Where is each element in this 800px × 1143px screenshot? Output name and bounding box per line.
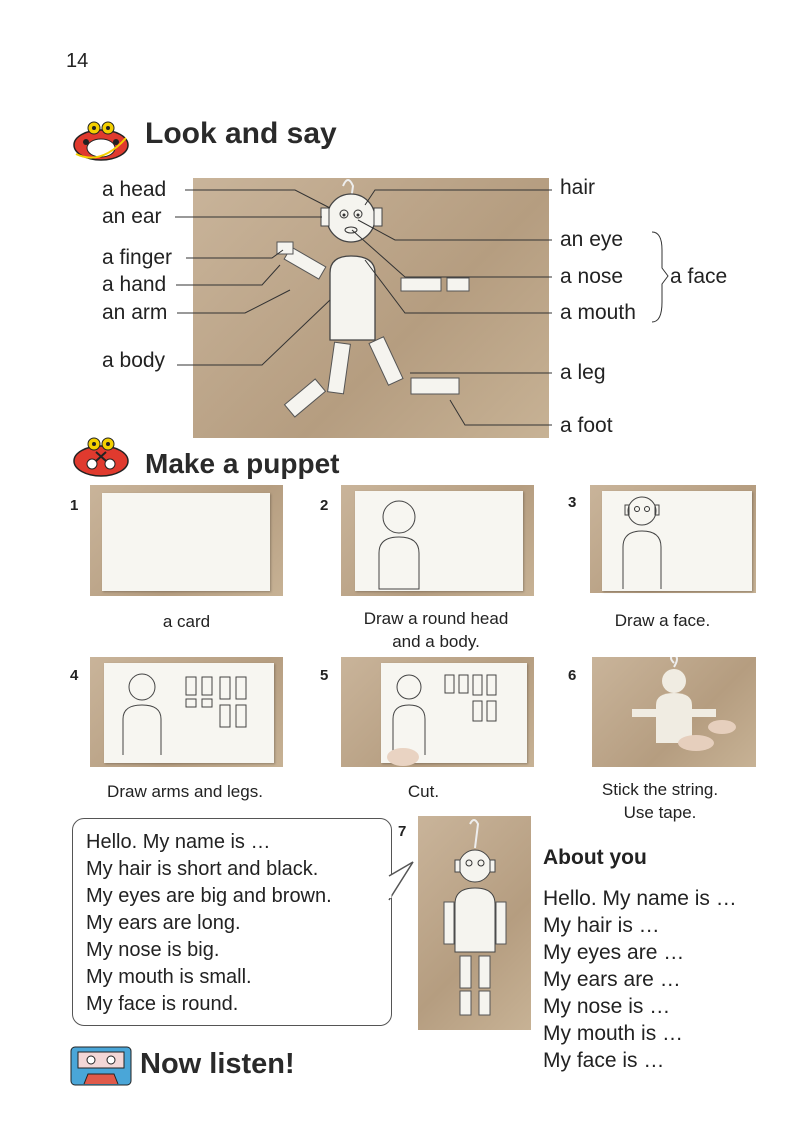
- label-nose: a nose: [560, 265, 624, 288]
- label-face-group: a face: [670, 265, 728, 288]
- about-you-text: [543, 885, 737, 1074]
- step-5-caption: Cut.: [407, 782, 440, 801]
- about-line-2: My hair is …: [543, 914, 660, 937]
- step-6-number: 6: [568, 667, 577, 684]
- about-line-7: My face is …: [543, 1049, 665, 1072]
- step-4-photo: [90, 657, 283, 767]
- bubble-line-3: My eyes are big and brown.: [86, 885, 332, 907]
- label-foot: a foot: [560, 414, 613, 437]
- now-listen-title: Now listen!: [140, 1048, 295, 1080]
- about-line-5: My nose is …: [543, 995, 671, 1018]
- step-2-caption: [321, 607, 551, 653]
- speech-bubble-text: [86, 829, 332, 1018]
- step-5-photo: [341, 657, 534, 767]
- bubble-line-5: My nose is big.: [86, 939, 220, 961]
- make-puppet-title: Make a puppet: [145, 448, 340, 479]
- about-line-1: Hello. My name is …: [543, 887, 737, 910]
- label-ear: an ear: [102, 205, 162, 228]
- about-line-3: My eyes are …: [543, 941, 685, 964]
- cassette-icon: [70, 1046, 132, 1086]
- step-2-photo: [341, 485, 534, 596]
- ladybird-scissors-icon: [70, 432, 132, 478]
- label-leg: a leg: [560, 361, 606, 384]
- label-hand: a hand: [102, 273, 167, 296]
- bubble-line-6: My mouth is small.: [86, 966, 252, 988]
- bubble-line-7: My face is round.: [86, 993, 239, 1015]
- page-number: 14: [66, 50, 89, 72]
- step-2-caption-line-1: Draw a round head: [363, 609, 509, 628]
- step-1-caption: a card: [162, 612, 211, 631]
- about-line-4: My ears are …: [543, 968, 681, 991]
- label-eye: an eye: [560, 228, 624, 251]
- ladybird-icon: [70, 118, 132, 162]
- step-7-photo: [418, 816, 531, 1030]
- step-6-photo: [592, 657, 756, 767]
- step-6-caption: [580, 778, 740, 824]
- bubble-line-2: My hair is short and black.: [86, 858, 319, 880]
- label-body: a body: [102, 349, 166, 372]
- bubble-line-1: Hello. My name is …: [86, 831, 271, 853]
- step-1-photo: [90, 485, 283, 596]
- step-1-number: 1: [70, 497, 79, 514]
- step-4-caption: Draw arms and legs.: [107, 782, 263, 801]
- label-mouth: a mouth: [560, 301, 636, 324]
- look-and-say-title: Look and say: [145, 117, 337, 150]
- step-5-number: 5: [320, 667, 329, 684]
- label-head: a head: [102, 178, 167, 201]
- about-you-title: About you: [543, 846, 647, 869]
- step-6-caption-line-1: Stick the string.: [601, 780, 719, 799]
- label-hair: hair: [560, 176, 596, 199]
- about-line-6: My mouth is …: [543, 1022, 684, 1045]
- step-7-number: 7: [398, 823, 407, 840]
- label-arm: an arm: [102, 301, 168, 324]
- step-3-number: 3: [568, 494, 577, 511]
- step-3-photo: [590, 485, 756, 593]
- label-finger: a finger: [102, 246, 173, 269]
- bubble-line-4: My ears are long.: [86, 912, 241, 934]
- step-4-number: 4: [70, 667, 79, 684]
- puppet-photo: [193, 178, 549, 438]
- step-2-caption-line-2: and a body.: [392, 632, 480, 651]
- step-6-caption-line-2: Use tape.: [623, 803, 697, 822]
- step-2-number: 2: [320, 497, 329, 514]
- step-3-caption: Draw a face.: [614, 611, 711, 630]
